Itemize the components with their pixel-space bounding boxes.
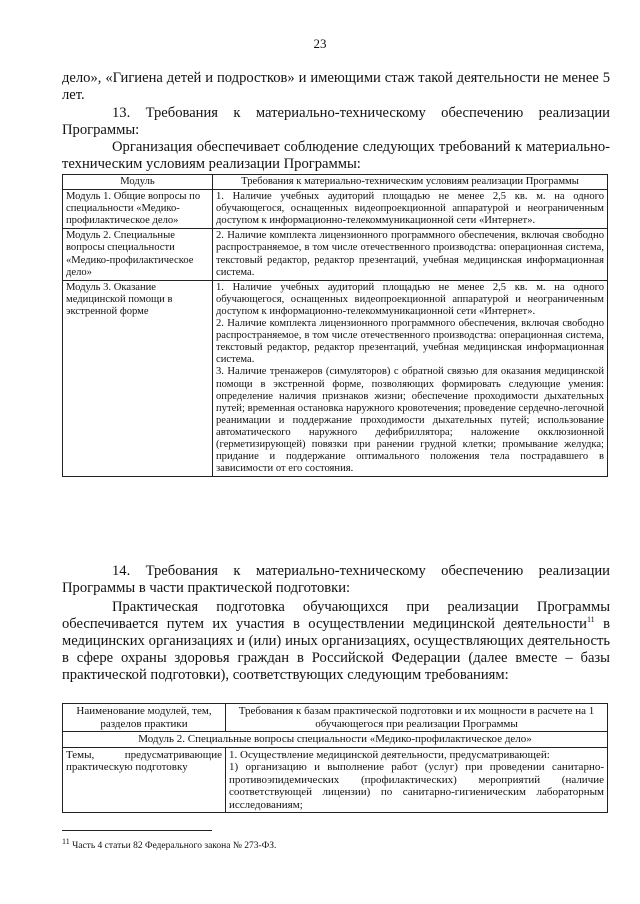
topic-cell: Темы, предусматривающие практическую подготовку: [63, 747, 226, 813]
table-row: [63, 229, 608, 280]
requirement-cell: 2. Наличие комплекта лицензионного программного обеспечения, включая свободно распространяемое, в том числе отечественного производства: операционная система, текстовый редактор, редактор презентаций, учебная медицинская информационная система.: [213, 229, 608, 280]
module-cell: Модуль 3. Оказание медицинской помощи в экстренной форме: [63, 280, 213, 477]
page-number: 23: [313, 36, 327, 51]
column-header-base-requirements: Требования к базам практической подготовки и их мощности в расчете на 1 обучающегося при реализации Программы: [226, 704, 608, 732]
table-header-row: [63, 175, 608, 190]
practical-training-table: [62, 703, 608, 813]
column-header-modules: Наименование модулей, тем, разделов практики: [63, 704, 226, 732]
requirement-item: 1. Осуществление медицинской деятельности, предусматривающей:: [229, 748, 550, 761]
requirement-cell: [213, 280, 608, 477]
module-cell: Модуль 1. Общие вопросы по специальности «Медико-профилактическое дело»: [63, 190, 213, 229]
table-row: [63, 747, 608, 813]
footnote-number: 11: [62, 836, 70, 846]
column-header-requirements: Требования к материально-техническим условиям реализации Программы: [213, 175, 608, 190]
footnote: $^{11}$ Часть 4 статьи 82 Федерального закона № 273-ФЗ.: [62, 836, 277, 851]
footnote-reference: 11: [586, 615, 595, 625]
module-heading-cell: Модуль 2. Специальные вопросы специальности «Медико-профилактическое дело»: [63, 732, 608, 748]
section-13-heading: 13. Требования к материально-техническому обеспечению реализации Программы:: [62, 105, 610, 138]
table-row: [63, 280, 608, 477]
section-13-intro: Организация обеспечивает соблюдение следующих требований к материально-техническим условиям реализации Программы:: [62, 139, 610, 172]
module-cell: Модуль 2. Специальные вопросы специальности «Медико-профилактическое дело»: [63, 229, 213, 280]
table-header-row: [63, 704, 608, 732]
requirement-item: 3. Наличие тренажеров (симуляторов) с обратной связью для оказания медицинской помощи в экстренной форме, позволяющих формировать следующие умения: определение наличия признаков жизни; обеспечение проходимости дыхательных путей; временная остановка наружного кровотечения; проведение сердечно-легочной реанимации и поддержание проходимости дыхательных путей; использование автоматического наружного дефибриллятора; наложение окклюзионной (герметизирующей) повязки при ранении грудной клетки; промывание желудка; придание и поддержание оптимального положения тела пострадавшего в зависимости от его состояния.: [216, 366, 604, 475]
requirement-item: 1) организацию и выполнение работ (услуг) при проведении санитарно-противоэпидемических (профилактических) мероприятий (наличие соответствующей лицензии) по санитарно-гигиеническим лабораторным исследованиям;: [229, 761, 604, 811]
footnote-divider: [62, 830, 212, 831]
column-header-module: Модуль: [63, 175, 213, 190]
equipment-requirements-table: [62, 174, 608, 477]
paragraph-continuation: дело», «Гигиена детей и подростков» и имеющими стаж такой деятельности не менее 5 лет.: [62, 70, 610, 103]
requirement-item: 2. Наличие комплекта лицензионного программного обеспечения, включая свободно распространяемое, в том числе отечественного производства: операционная система, текстовый редактор, редактор презентаций, учебная медицинская информационная система.: [216, 318, 604, 366]
requirement-item: 1. Наличие учебных аудиторий площадью не менее 2,5 кв. м. на одного обучающегося, оснащенных видеопроекционной аппаратурой и неограниченным доступом к информационно-телекоммуникационной сети «Интернет».: [216, 281, 604, 317]
requirement-cell: [226, 747, 608, 813]
section-14-heading: 14. Требования к материально-техническому обеспечению реализации Программы в части практической подготовки:: [62, 563, 610, 596]
table-row: [63, 190, 608, 229]
requirement-cell: 1. Наличие учебных аудиторий площадью не менее 2,5 кв. м. на одного обучающегося, оснащенных видеопроекционной аппаратурой и неограниченным доступом к информационно-телекоммуникационной сети «Интернет».: [213, 190, 608, 229]
table-row: [63, 732, 608, 748]
section-14-paragraph: Практическая подготовка обучающихся при реализации Программы обеспечивается путем их участия в осуществлении медицинской деятельности$^{11}$ в медицинских организациях и (или) иных организациях, осуществляющих деятельность в сфере охраны здоровья граждан в Российской Федерации (далее вместе – базы практической подготовки), соответствующих следующим требованиям:: [62, 599, 610, 683]
